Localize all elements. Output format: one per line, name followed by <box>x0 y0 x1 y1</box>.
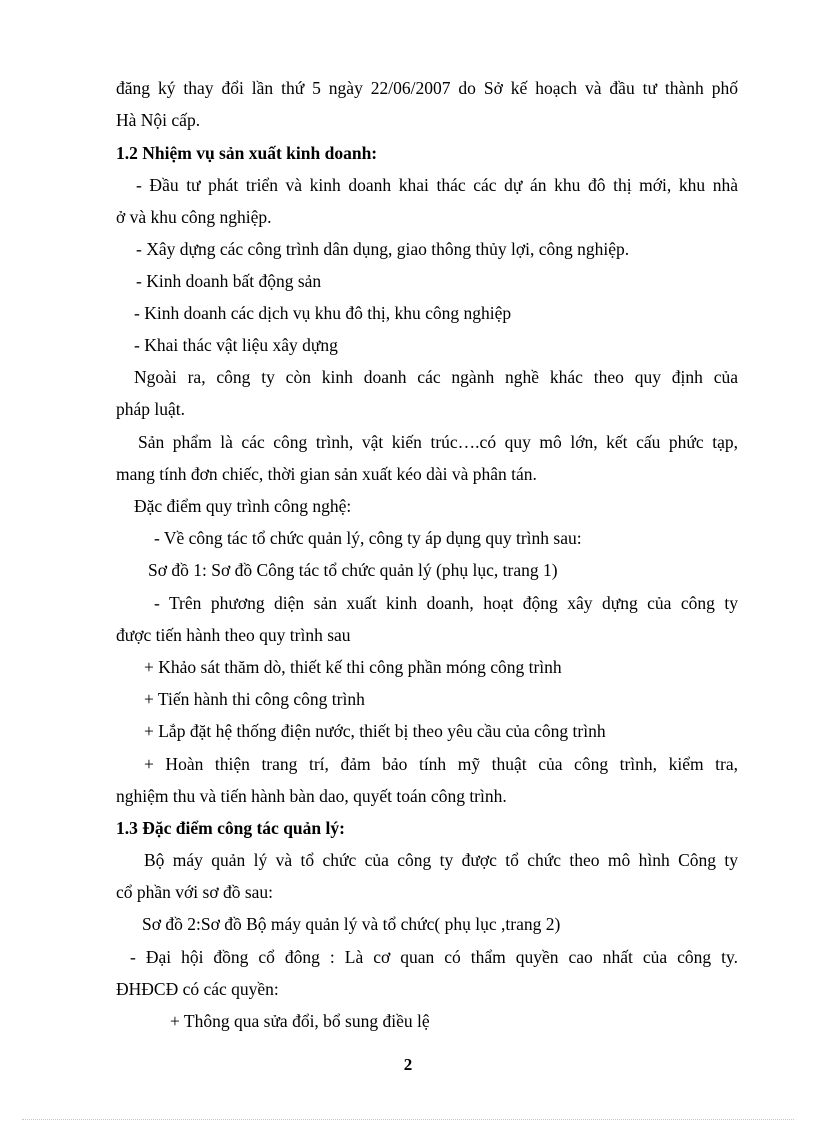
list-item: + Hoàn thiện trang trí, đảm bảo tính mỹ thuật của công trình, kiểm tra, <box>144 754 738 774</box>
paragraph-line: Bộ máy quản lý và tổ chức của công ty được tổ chức theo mô hình Công ty <box>144 850 738 870</box>
paragraph-line: ở và khu công nghiệp. <box>116 207 272 227</box>
paragraph-line: pháp luật. <box>116 399 186 419</box>
paragraph-line: đăng ký thay đổi lần thứ 5 ngày 22/06/2007 do Sở kế hoạch và đầu tư thành phố <box>116 78 738 98</box>
paragraph-line: Hà Nội cấp. <box>116 110 201 130</box>
list-item: - Trên phương diện sản xuất kinh doanh, hoạt động xây dựng của công ty <box>154 593 738 613</box>
section-heading-1-3: 1.3 Đặc điểm công tác quản lý: <box>116 818 345 838</box>
page-number: 2 <box>403 1055 413 1074</box>
section-heading-1-2: 1.2 Nhiệm vụ sản xuất kinh doanh: <box>116 143 378 163</box>
list-item: + Tiến hành thi công công trình <box>144 689 365 709</box>
paragraph-line: Sản phẩm là các công trình, vật kiến trúc….có quy mô lớn, kết cấu phức tạp, <box>138 432 738 452</box>
paragraph-line: ĐHĐCĐ có các quyền: <box>116 979 279 999</box>
diagram-reference: Sơ đồ 1: Sơ đồ Công tác tổ chức quản lý (phụ lục, trang 1) <box>148 560 558 580</box>
list-item: - Xây dựng các công trình dân dụng, giao thông thủy lợi, công nghiệp. <box>136 239 630 259</box>
paragraph-line: mang tính đơn chiếc, thời gian sản xuất kéo dài và phân tán. <box>116 464 537 484</box>
list-item: - Về công tác tổ chức quản lý, công ty áp dụng quy trình sau: <box>154 528 582 548</box>
list-item: + Thông qua sửa đổi, bổ sung điều lệ <box>170 1011 430 1031</box>
list-item: - Khai thác vật liệu xây dựng <box>134 335 338 355</box>
list-item: - Kinh doanh các dịch vụ khu đô thị, khu công nghiệp <box>134 303 512 323</box>
diagram-reference: Sơ đồ 2:Sơ đồ Bộ máy quản lý và tổ chức( phụ lục ,trang 2) <box>142 914 561 934</box>
paragraph-line: cổ phần với sơ đồ sau: <box>116 882 274 902</box>
list-item: + Khảo sát thăm dò, thiết kế thi công phần móng công trình <box>144 657 562 677</box>
paragraph-line: nghiệm thu và tiến hành bàn dao, quyết toán công trình. <box>116 786 507 806</box>
list-item: - Đại hội đồng cổ đông : Là cơ quan có thẩm quyền cao nhất của công ty. <box>130 947 738 967</box>
paragraph-line: Đặc điểm quy trình công nghệ: <box>134 496 352 516</box>
paragraph-line: được tiến hành theo quy trình sau <box>116 625 351 645</box>
paragraph-line: Ngoài ra, công ty còn kinh doanh các ngành nghề khác theo quy định của <box>134 367 738 387</box>
list-item: - Kinh doanh bất động sản <box>136 271 322 291</box>
list-item: - Đầu tư phát triển và kinh doanh khai thác các dự án khu đô thị mới, khu nhà <box>136 175 738 195</box>
list-item: + Lắp đặt hệ thống điện nước, thiết bị theo yêu cầu của công trình <box>144 721 606 741</box>
page-border-dotted <box>22 1119 794 1120</box>
